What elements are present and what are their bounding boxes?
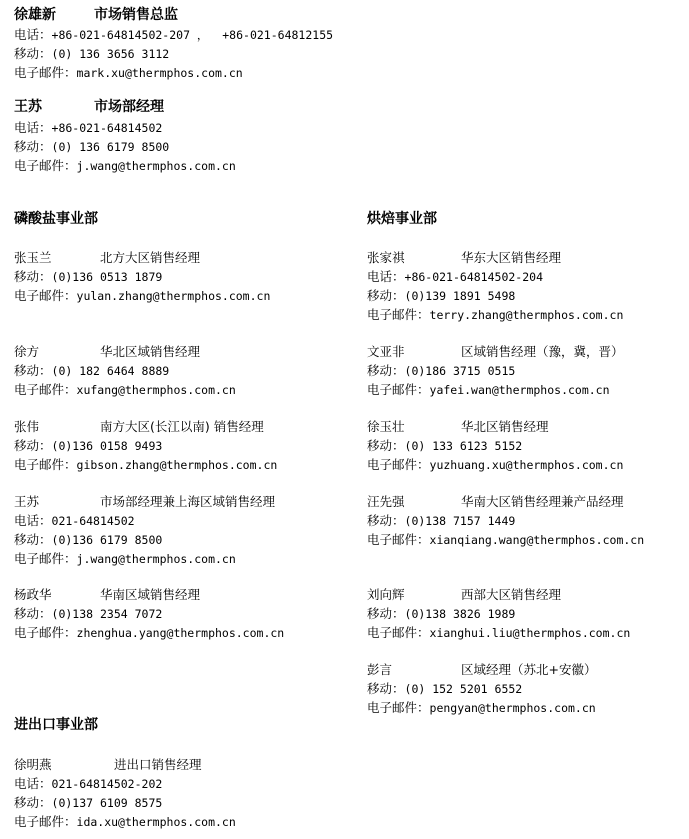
detail-label: 移动： (367, 606, 405, 621)
contact-title: 市场销售总监 (94, 7, 178, 23)
contact-detail-row (14, 286, 270, 305)
contact-detail-row (367, 267, 543, 286)
email-link[interactable]: mark.xu@thermphos.com.cn (76, 66, 243, 80)
detail-label: 移动： (367, 363, 405, 378)
contact-detail-row (14, 530, 162, 549)
detail-label: 电子邮件： (367, 382, 430, 397)
contact-detail-row (367, 698, 596, 717)
phone-value: +86-021-64814502 (51, 121, 163, 135)
email-link[interactable]: gibson.zhang@thermphos.com.cn (76, 458, 278, 472)
email-link[interactable]: xufang@thermphos.com.cn (76, 383, 236, 397)
detail-value: (0) 182 6464 8889 (51, 364, 170, 378)
contact-name: 王苏 (14, 99, 42, 115)
email-link[interactable]: pengyan@thermphos.com.cn (429, 701, 596, 715)
mobile-row (14, 137, 169, 156)
contact-title: 市场部经理兼上海区域销售经理 (100, 494, 276, 509)
contact-detail-row (367, 604, 515, 623)
email-link[interactable]: yulan.zhang@thermphos.com.cn (76, 289, 271, 303)
detail-label: 电子邮件： (14, 814, 77, 829)
contact-name: 徐雄新 (14, 7, 56, 23)
section-heading-bakery: 烘焙事业部 (367, 211, 437, 227)
detail-value: (0)139 1891 5498 (404, 289, 516, 303)
detail-label: 移动： (14, 438, 52, 453)
email-label: 电子邮件： (14, 158, 77, 173)
detail-label: 电子邮件： (14, 625, 77, 640)
phone-value: +86-021-64814502-207 ， +86-021-64812155 (51, 28, 334, 42)
contact-name: 张伟 (14, 419, 40, 434)
contact-name: 王苏 (14, 494, 40, 509)
contact-title: 华北区销售经理 (461, 419, 549, 434)
detail-value: 021-64814502-202 (51, 777, 163, 791)
contact-name: 杨政华 (14, 587, 52, 602)
detail-label: 电子邮件： (367, 457, 430, 472)
mobile-value: (0) 136 6179 8500 (51, 140, 170, 154)
contact-detail-row (367, 380, 610, 399)
contact-title: 华东大区销售经理 (461, 250, 562, 265)
detail-value: (0)136 0158 9493 (51, 439, 163, 453)
email-link[interactable]: yafei.wan@thermphos.com.cn (429, 383, 610, 397)
email-link[interactable]: j.wang@thermphos.com.cn (76, 159, 236, 173)
contact-title: 西部大区销售经理 (461, 587, 562, 602)
contact-detail-row (14, 511, 135, 530)
email-link[interactable]: zhenghua.yang@thermphos.com.cn (76, 626, 285, 640)
detail-value: +86-021-64814502-204 (404, 270, 543, 284)
email-label: 电子邮件： (14, 65, 77, 80)
detail-label: 移动： (367, 513, 405, 528)
detail-label: 移动： (367, 681, 405, 696)
mobile-row (14, 44, 169, 63)
detail-label: 移动： (14, 606, 52, 621)
contact-detail-row (367, 623, 630, 642)
contact-detail-row (367, 530, 644, 549)
detail-value: (0) 133 6123 5152 (404, 439, 523, 453)
detail-label: 电子邮件： (367, 307, 430, 322)
contact-title: 华北区域销售经理 (100, 344, 201, 359)
detail-label: 电子邮件： (367, 700, 430, 715)
detail-value: (0)138 2354 7072 (51, 607, 163, 621)
detail-value: (0)137 6109 8575 (51, 796, 163, 810)
contact-detail-row (367, 286, 515, 305)
contact-detail-row (14, 361, 169, 380)
email-link[interactable]: xianghui.liu@thermphos.com.cn (429, 626, 631, 640)
contact-name: 张家祺 (367, 250, 405, 265)
contact-detail-row (367, 679, 522, 698)
email-link[interactable]: yuzhuang.xu@thermphos.com.cn (429, 458, 624, 472)
phone-label: 电话： (14, 120, 52, 135)
contact-title: 区域销售经理（豫，冀，晋） (461, 344, 624, 359)
section-heading-export: 进出口事业部 (14, 717, 98, 733)
contact-name: 张玉兰 (14, 250, 52, 265)
detail-value: (0)136 0513 1879 (51, 270, 163, 284)
mobile-label: 移动： (14, 46, 52, 61)
contact-detail-row (14, 604, 162, 623)
contact-detail-row (367, 511, 515, 530)
phone-row (14, 118, 162, 137)
detail-label: 电话： (367, 269, 405, 284)
detail-value: (0) 152 5201 6552 (404, 682, 523, 696)
detail-label: 移动： (367, 438, 405, 453)
contact-detail-row (14, 793, 162, 812)
email-link[interactable]: j.wang@thermphos.com.cn (76, 552, 236, 566)
contact-name: 文亚非 (367, 344, 405, 359)
email-link[interactable]: ida.xu@thermphos.com.cn (76, 815, 236, 829)
contact-title: 市场部经理 (94, 99, 164, 115)
email-row (14, 63, 243, 82)
detail-label: 电话： (14, 776, 52, 791)
contact-detail-row (14, 812, 236, 831)
mobile-value: (0) 136 3656 3112 (51, 47, 170, 61)
contact-title: 华南大区销售经理兼产品经理 (461, 494, 624, 509)
detail-label: 电子邮件： (367, 625, 430, 640)
detail-value: (0)136 6179 8500 (51, 533, 163, 547)
email-link[interactable]: terry.zhang@thermphos.com.cn (429, 308, 624, 322)
contact-detail-row (14, 549, 236, 568)
contact-title: 南方大区(长江以南) 销售经理 (100, 419, 264, 434)
contact-title: 华南区域销售经理 (100, 587, 201, 602)
contact-title: 进出口销售经理 (114, 757, 202, 772)
phone-row (14, 25, 333, 44)
phone-label: 电话： (14, 27, 52, 42)
contact-name: 徐方 (14, 344, 40, 359)
contact-detail-row (14, 380, 236, 399)
detail-label: 电子邮件： (367, 532, 430, 547)
detail-label: 电子邮件： (14, 382, 77, 397)
contact-detail-row (14, 774, 162, 793)
contact-detail-row (14, 436, 162, 455)
contact-detail-row (14, 455, 277, 474)
detail-label: 电子邮件： (14, 551, 77, 566)
contact-title: 区域经理（苏北+安徽） (461, 662, 597, 677)
detail-label: 移动： (14, 363, 52, 378)
contact-name: 彭言 (367, 662, 393, 677)
contact-detail-row (367, 455, 623, 474)
detail-value: (0)138 3826 1989 (404, 607, 516, 621)
detail-label: 移动： (14, 269, 52, 284)
email-row (14, 156, 236, 175)
detail-label: 电子邮件： (14, 457, 77, 472)
mobile-label: 移动： (14, 139, 52, 154)
contact-name: 徐明燕 (14, 757, 52, 772)
contact-detail-row (367, 305, 623, 324)
detail-value: (0)186 3715 0515 (404, 364, 516, 378)
contact-title: 北方大区销售经理 (100, 250, 201, 265)
contact-name: 徐玉壮 (367, 419, 405, 434)
detail-label: 电子邮件： (14, 288, 77, 303)
detail-label: 移动： (367, 288, 405, 303)
contact-detail-row (14, 623, 284, 642)
detail-label: 电话： (14, 513, 52, 528)
email-link[interactable]: xianqiang.wang@thermphos.com.cn (429, 533, 645, 547)
detail-label: 移动： (14, 795, 52, 810)
contact-detail-row (14, 267, 162, 286)
section-heading-phosphate: 磷酸盐事业部 (14, 211, 98, 227)
contact-detail-row (367, 436, 522, 455)
contact-name: 刘向辉 (367, 587, 405, 602)
detail-label: 移动： (14, 532, 52, 547)
contact-detail-row (367, 361, 515, 380)
detail-value: (0)138 7157 1449 (404, 514, 516, 528)
contact-name: 汪先强 (367, 494, 405, 509)
detail-value: 021-64814502 (51, 514, 135, 528)
